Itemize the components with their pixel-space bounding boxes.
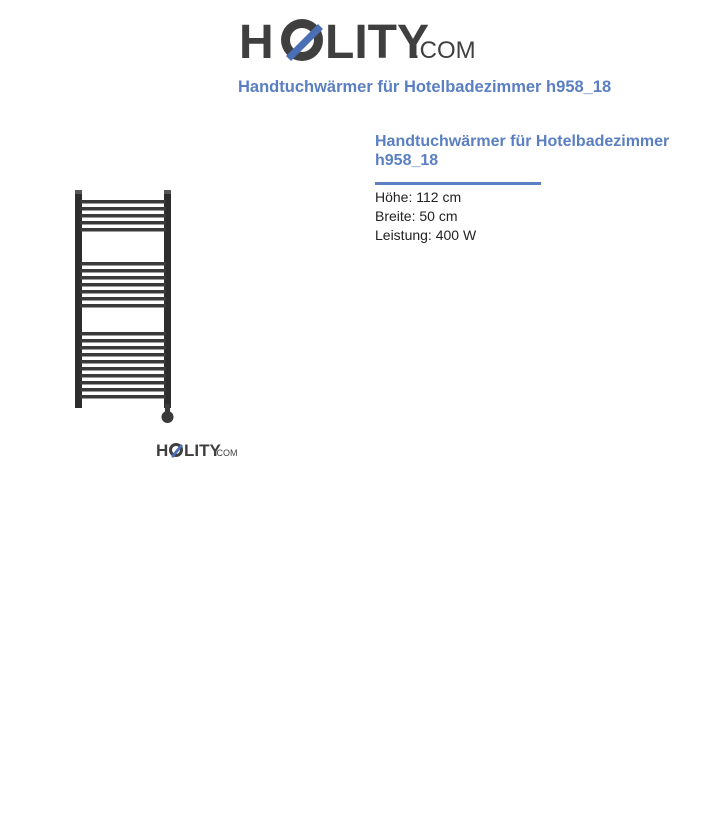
radiator-bar [80, 228, 166, 232]
radiator-bar [80, 346, 166, 350]
radiator-bar [80, 297, 166, 301]
radiator-bar [80, 269, 166, 273]
radiator-bar [80, 304, 166, 308]
radiator-bar [80, 367, 166, 371]
radiator-bar [80, 262, 166, 266]
product-details [375, 132, 705, 245]
page-title: Handtuchwärmer für Hotelbadezimmer h958_18 [238, 78, 612, 96]
radiator-bar [80, 395, 166, 399]
radiator-bar [80, 353, 166, 357]
logo-globe-icon [281, 19, 323, 61]
radiator-bar [80, 332, 166, 336]
radiator-bar [80, 221, 166, 225]
radiator-bar [80, 374, 166, 378]
logo-letters-lity: LITY [325, 16, 429, 66]
logo-letter-h: H [239, 16, 274, 66]
product-title: Handtuchwärmer für Hotelbadezimmer h958_18 [375, 133, 670, 169]
holity-logo [239, 12, 481, 66]
holity-small-logo [156, 439, 240, 461]
radiator-bar [80, 388, 166, 392]
heating-element-icon [162, 404, 174, 423]
spec-height: Höhe: 112 cm [375, 189, 462, 205]
radiator-bar [80, 290, 166, 294]
small-logo-letter-h: H [156, 441, 169, 460]
small-logo-letters-lity: LITY [184, 441, 221, 460]
small-logo-globe-icon [169, 443, 183, 458]
logo-suffix: .COM [413, 37, 476, 64]
radiator-bar [80, 214, 166, 218]
radiator-bar [80, 207, 166, 211]
radiator-bar [80, 200, 166, 204]
radiator-bar [80, 360, 166, 364]
spec-width: Breite: 50 cm [375, 208, 458, 224]
towel-radiator-image [60, 182, 190, 432]
radiator-bar [80, 381, 166, 385]
title-divider [375, 182, 541, 185]
radiator-bars [80, 200, 166, 399]
radiator-bar [80, 276, 166, 280]
radiator-bar [80, 283, 166, 287]
small-logo-suffix: .COM [214, 448, 238, 458]
radiator-bar [80, 339, 166, 343]
spec-power: Leistung: 400 W [375, 227, 477, 243]
